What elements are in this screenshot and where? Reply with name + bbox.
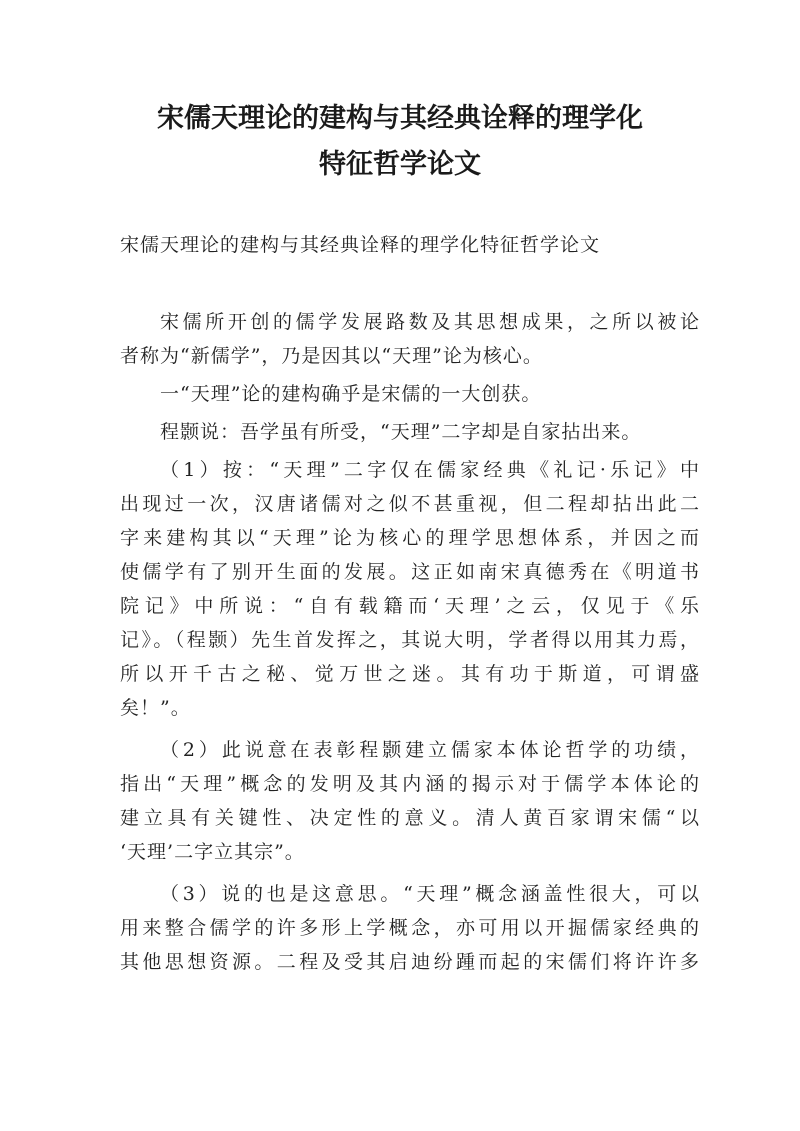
body-line: 者称为“新儒学”，乃是因其以“天理”论为核心。: [120, 345, 543, 367]
body-line: 记》。（程颢）先生首发挥之，其说大明，学者得以用其力焉，: [120, 629, 700, 651]
body-line: （3）说的也是这意思。“天理”概念涵盖性很大，可以: [160, 883, 700, 905]
title-line-2: 特征哲学论文: [319, 149, 481, 180]
body-line: 其他思想资源。二程及受其启迪纷踵而起的宋儒们将许许多: [120, 951, 700, 973]
body-line: 建立具有关键性、决定性的意义。清人黄百家谓宋儒“以: [120, 807, 700, 829]
body-line: 字来建构其以“天理”论为核心的理学思想体系，并因之而: [120, 527, 700, 549]
title-line-1: 宋儒天理论的建构与其经典诠释的理学化: [157, 103, 643, 134]
body-line: 指出“天理”概念的发明及其内涵的揭示对于儒学本体论的: [120, 773, 700, 795]
body-line: 院记》中所说：“自有载籍而‘天理’之云，仅见于《乐: [120, 595, 700, 617]
body-line: 矣！”。: [120, 697, 191, 719]
body-line: 出现过一次，汉唐诸儒对之似不甚重视，但二程却拈出此二: [120, 493, 700, 515]
body-line: （2）此说意在表彰程颢建立儒家本体论哲学的功绩，: [160, 739, 700, 761]
document-title: [100, 96, 700, 188]
body-line: 用来整合儒学的许多形上学概念，亦可用以开掘儒家经典的: [120, 917, 700, 939]
document-subtitle: 宋儒天理论的建构与其经典诠释的理学化特征哲学论文: [120, 234, 601, 256]
body-line: （1）按：“天理”二字仅在儒家经典《礼记·乐记》中: [160, 459, 700, 481]
document-body: [120, 305, 700, 979]
body-line: 程颢说：吾学虽有所受，“天理”二字却是自家拈出来。: [160, 421, 642, 443]
body-line: 使儒学有了别开生面的发展。这正如南宋真德秀在《明道书: [120, 561, 700, 583]
body-line: ‘天理’二字立其宗”。: [120, 841, 305, 863]
body-line: 一“天理”论的建构确乎是宋儒的一大创获。: [160, 383, 542, 405]
body-line: 所以开千古之秘、觉万世之迷。其有功于斯道，可谓盛: [120, 663, 700, 685]
body-line: 宋儒所开创的儒学发展路数及其思想成果，之所以被论: [160, 311, 700, 333]
